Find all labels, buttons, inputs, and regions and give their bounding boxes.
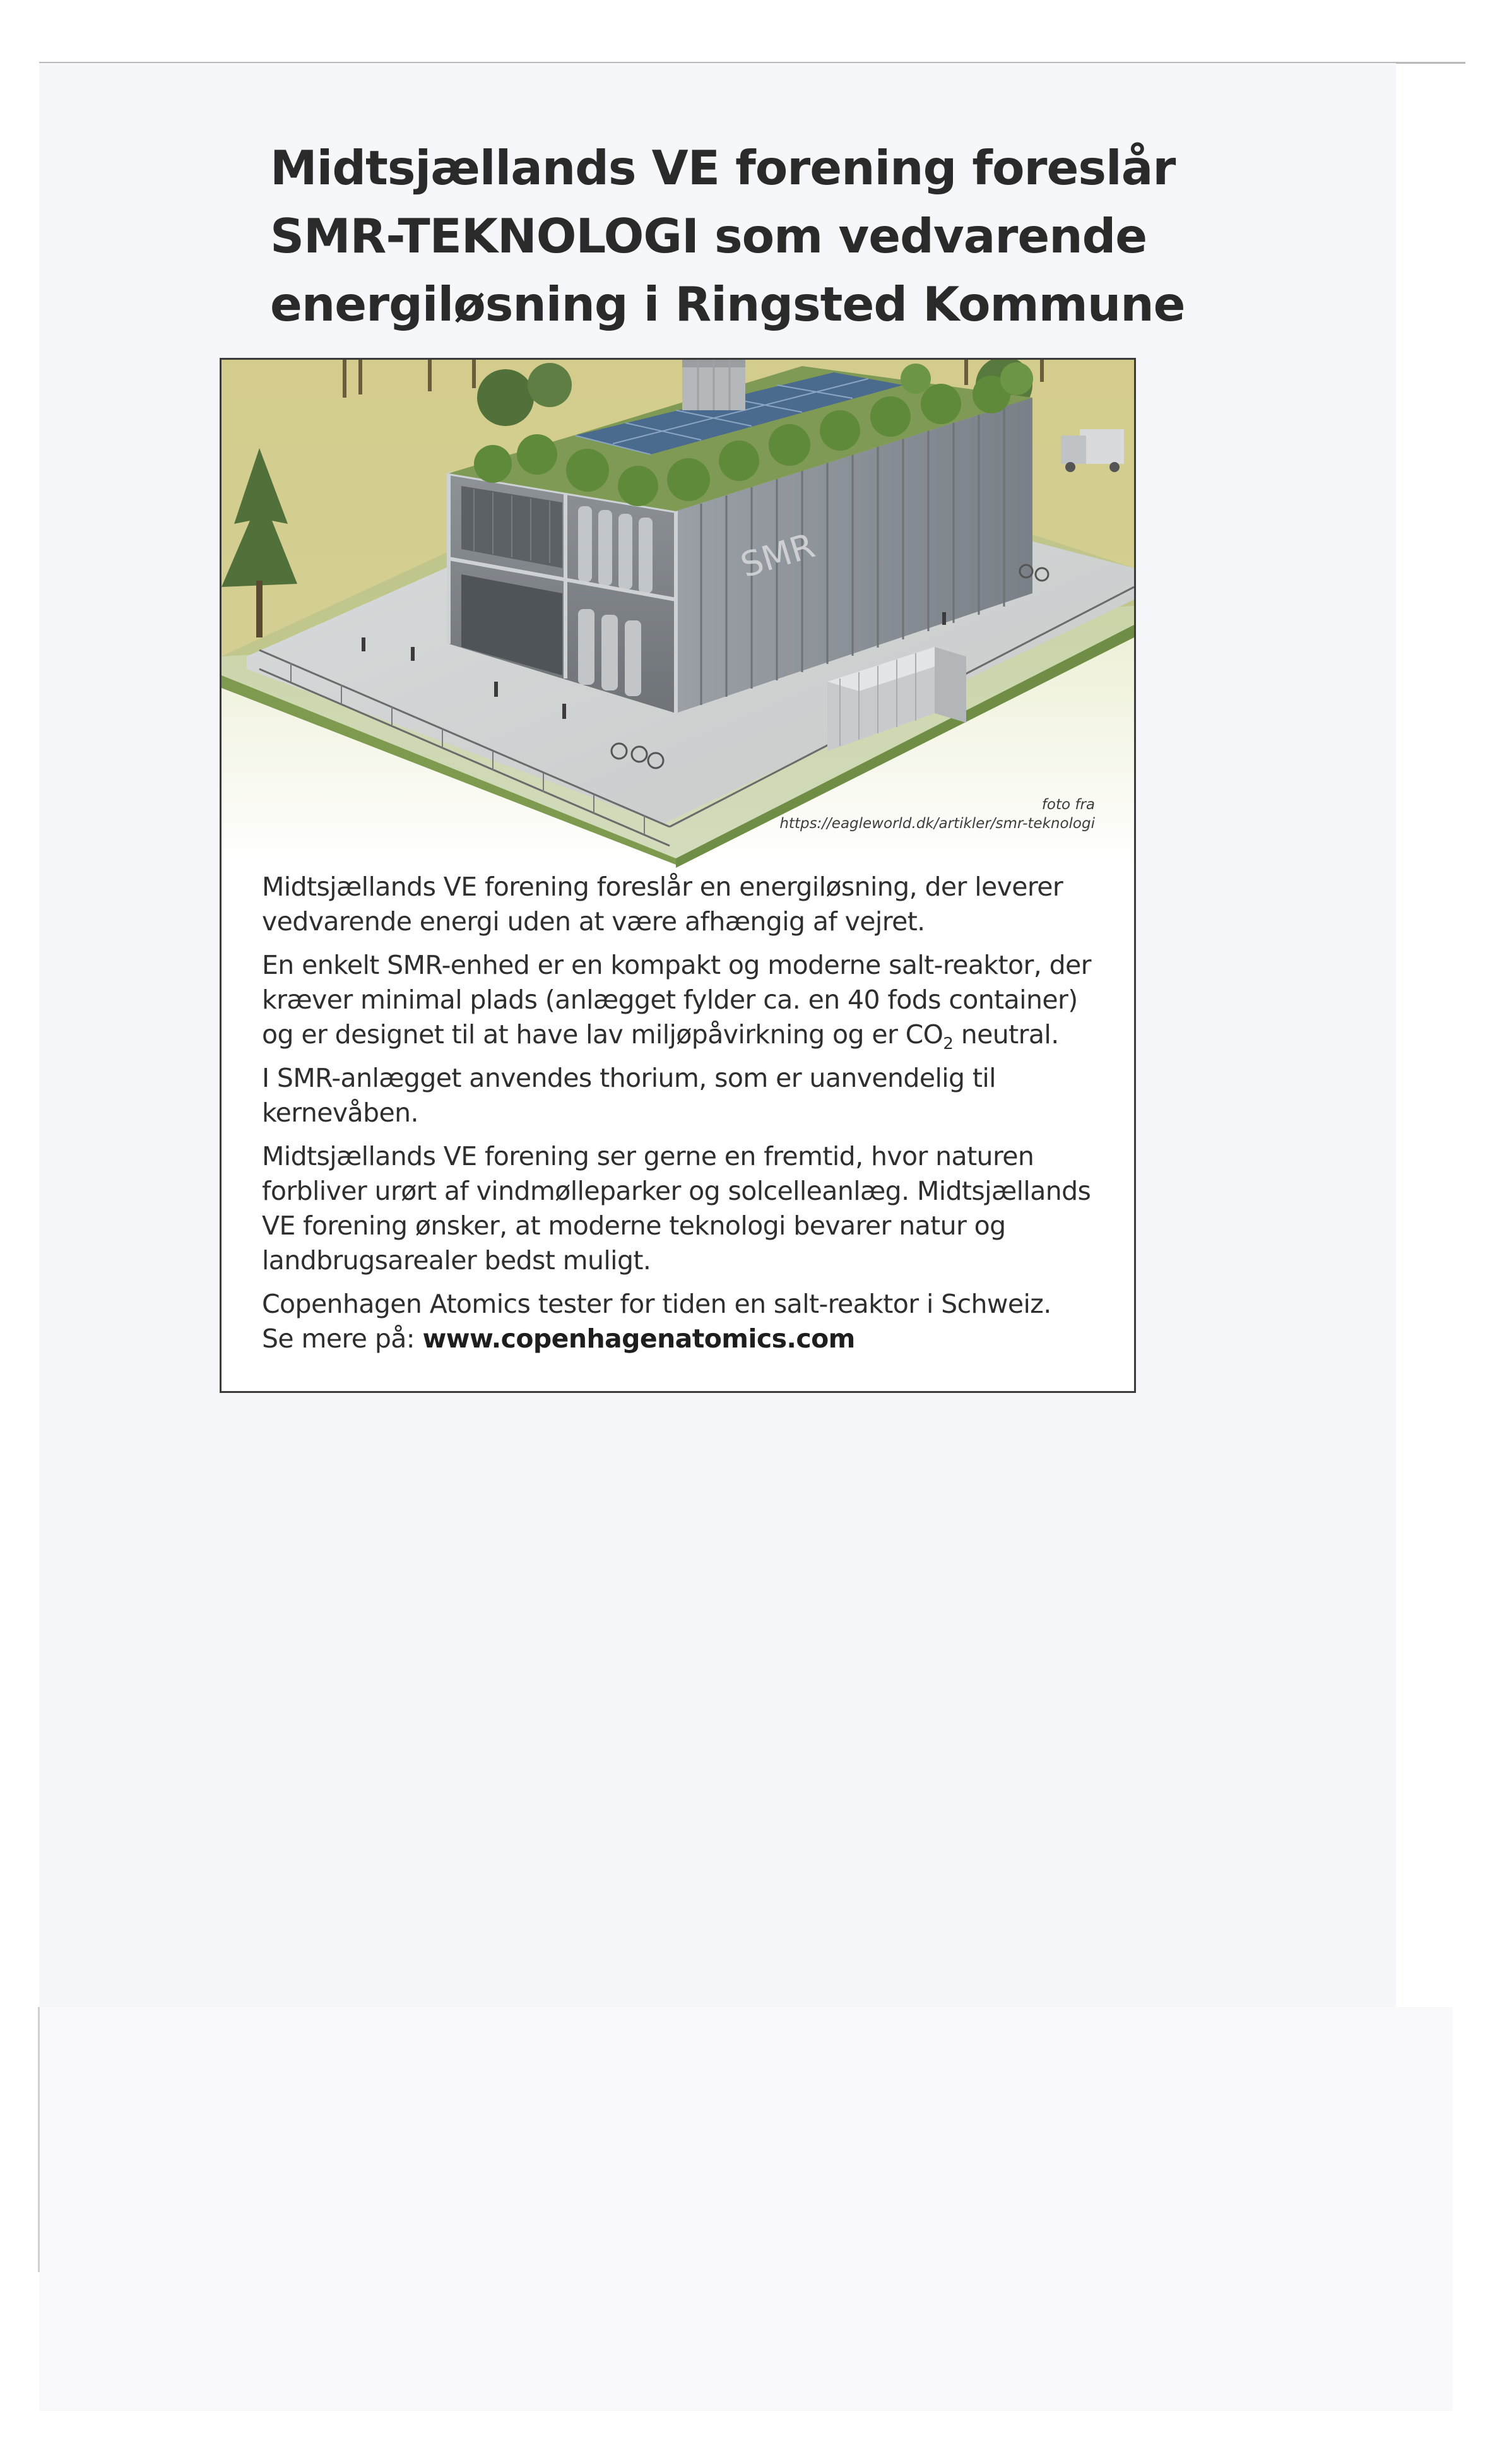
paragraph-copenhagen-atomics: [262, 1287, 1108, 1356]
smr-plant-illustration: [222, 360, 1134, 871]
text-fragment: Se mere på:: [262, 1324, 423, 1354]
photo-credit-url: https://eagleworld.dk/artikler/smr-teknologi: [779, 815, 1095, 832]
text-line: Midtsjællands VE forening foreslår en energiløsning, der leverer: [262, 872, 1063, 902]
paragraph-thorium: [262, 1061, 1108, 1130]
article-box: [220, 358, 1136, 1393]
headline-line: Midtsjællands VE forening foreslår: [270, 140, 1176, 196]
photo-credit: [779, 795, 1095, 833]
text-line: Midtsjællands VE forening ser gerne en fremtid, hvor naturen: [262, 1141, 1034, 1171]
text-line: vedvarende energi uden at være afhængig af vejret.: [262, 906, 925, 937]
photo-credit-label: foto fra: [1041, 797, 1095, 813]
text-line: landbrugsarealer bedst muligt.: [262, 1245, 651, 1276]
smr-wall-label: SMR: [736, 525, 820, 586]
text-line: [262, 1017, 1108, 1052]
text-line: forbliver urørt af vindmølleparker og solcelleanlæg. Midtsjællands: [262, 1176, 1091, 1206]
text-line: En enkelt SMR-enhed er en kompakt og moderne salt-reaktor, der: [262, 950, 1091, 980]
text-fragment: neutral.: [953, 1019, 1059, 1050]
text-line: kernevåben.: [262, 1098, 418, 1128]
paper-sheet-lower: [39, 2007, 1453, 2411]
paragraph-nature: [262, 1139, 1108, 1278]
scan-edge-line-left: [38, 2007, 40, 2272]
text-line: kræver minimal plads (anlægget fylder ca. en 40 fods container): [262, 985, 1078, 1015]
headline-line: energiløsning i Ringsted Kommune: [270, 276, 1185, 332]
article-headline: [270, 134, 1185, 338]
text-line: Copenhagen Atomics tester for tiden en salt-reaktor i Schweiz.: [262, 1289, 1051, 1319]
website-link[interactable]: www.copenhagenatomics.com: [422, 1324, 855, 1354]
co2-subscript: 2: [943, 1034, 954, 1054]
article-body: [262, 870, 1108, 1365]
paragraph-intro: [262, 870, 1108, 939]
headline-line: SMR-TEKNOLOGI som vedvarende: [270, 208, 1147, 264]
text-line: [262, 1322, 1108, 1356]
text-fragment: og er designet til at have lav miljøpåvirkning og er CO: [262, 1019, 943, 1050]
text-line: I SMR-anlægget anvendes thorium, som er uanvendelig til: [262, 1063, 996, 1093]
paragraph-smr-unit: [262, 948, 1108, 1052]
text-line: VE forening ønsker, at moderne teknologi bevarer natur og: [262, 1211, 1006, 1241]
